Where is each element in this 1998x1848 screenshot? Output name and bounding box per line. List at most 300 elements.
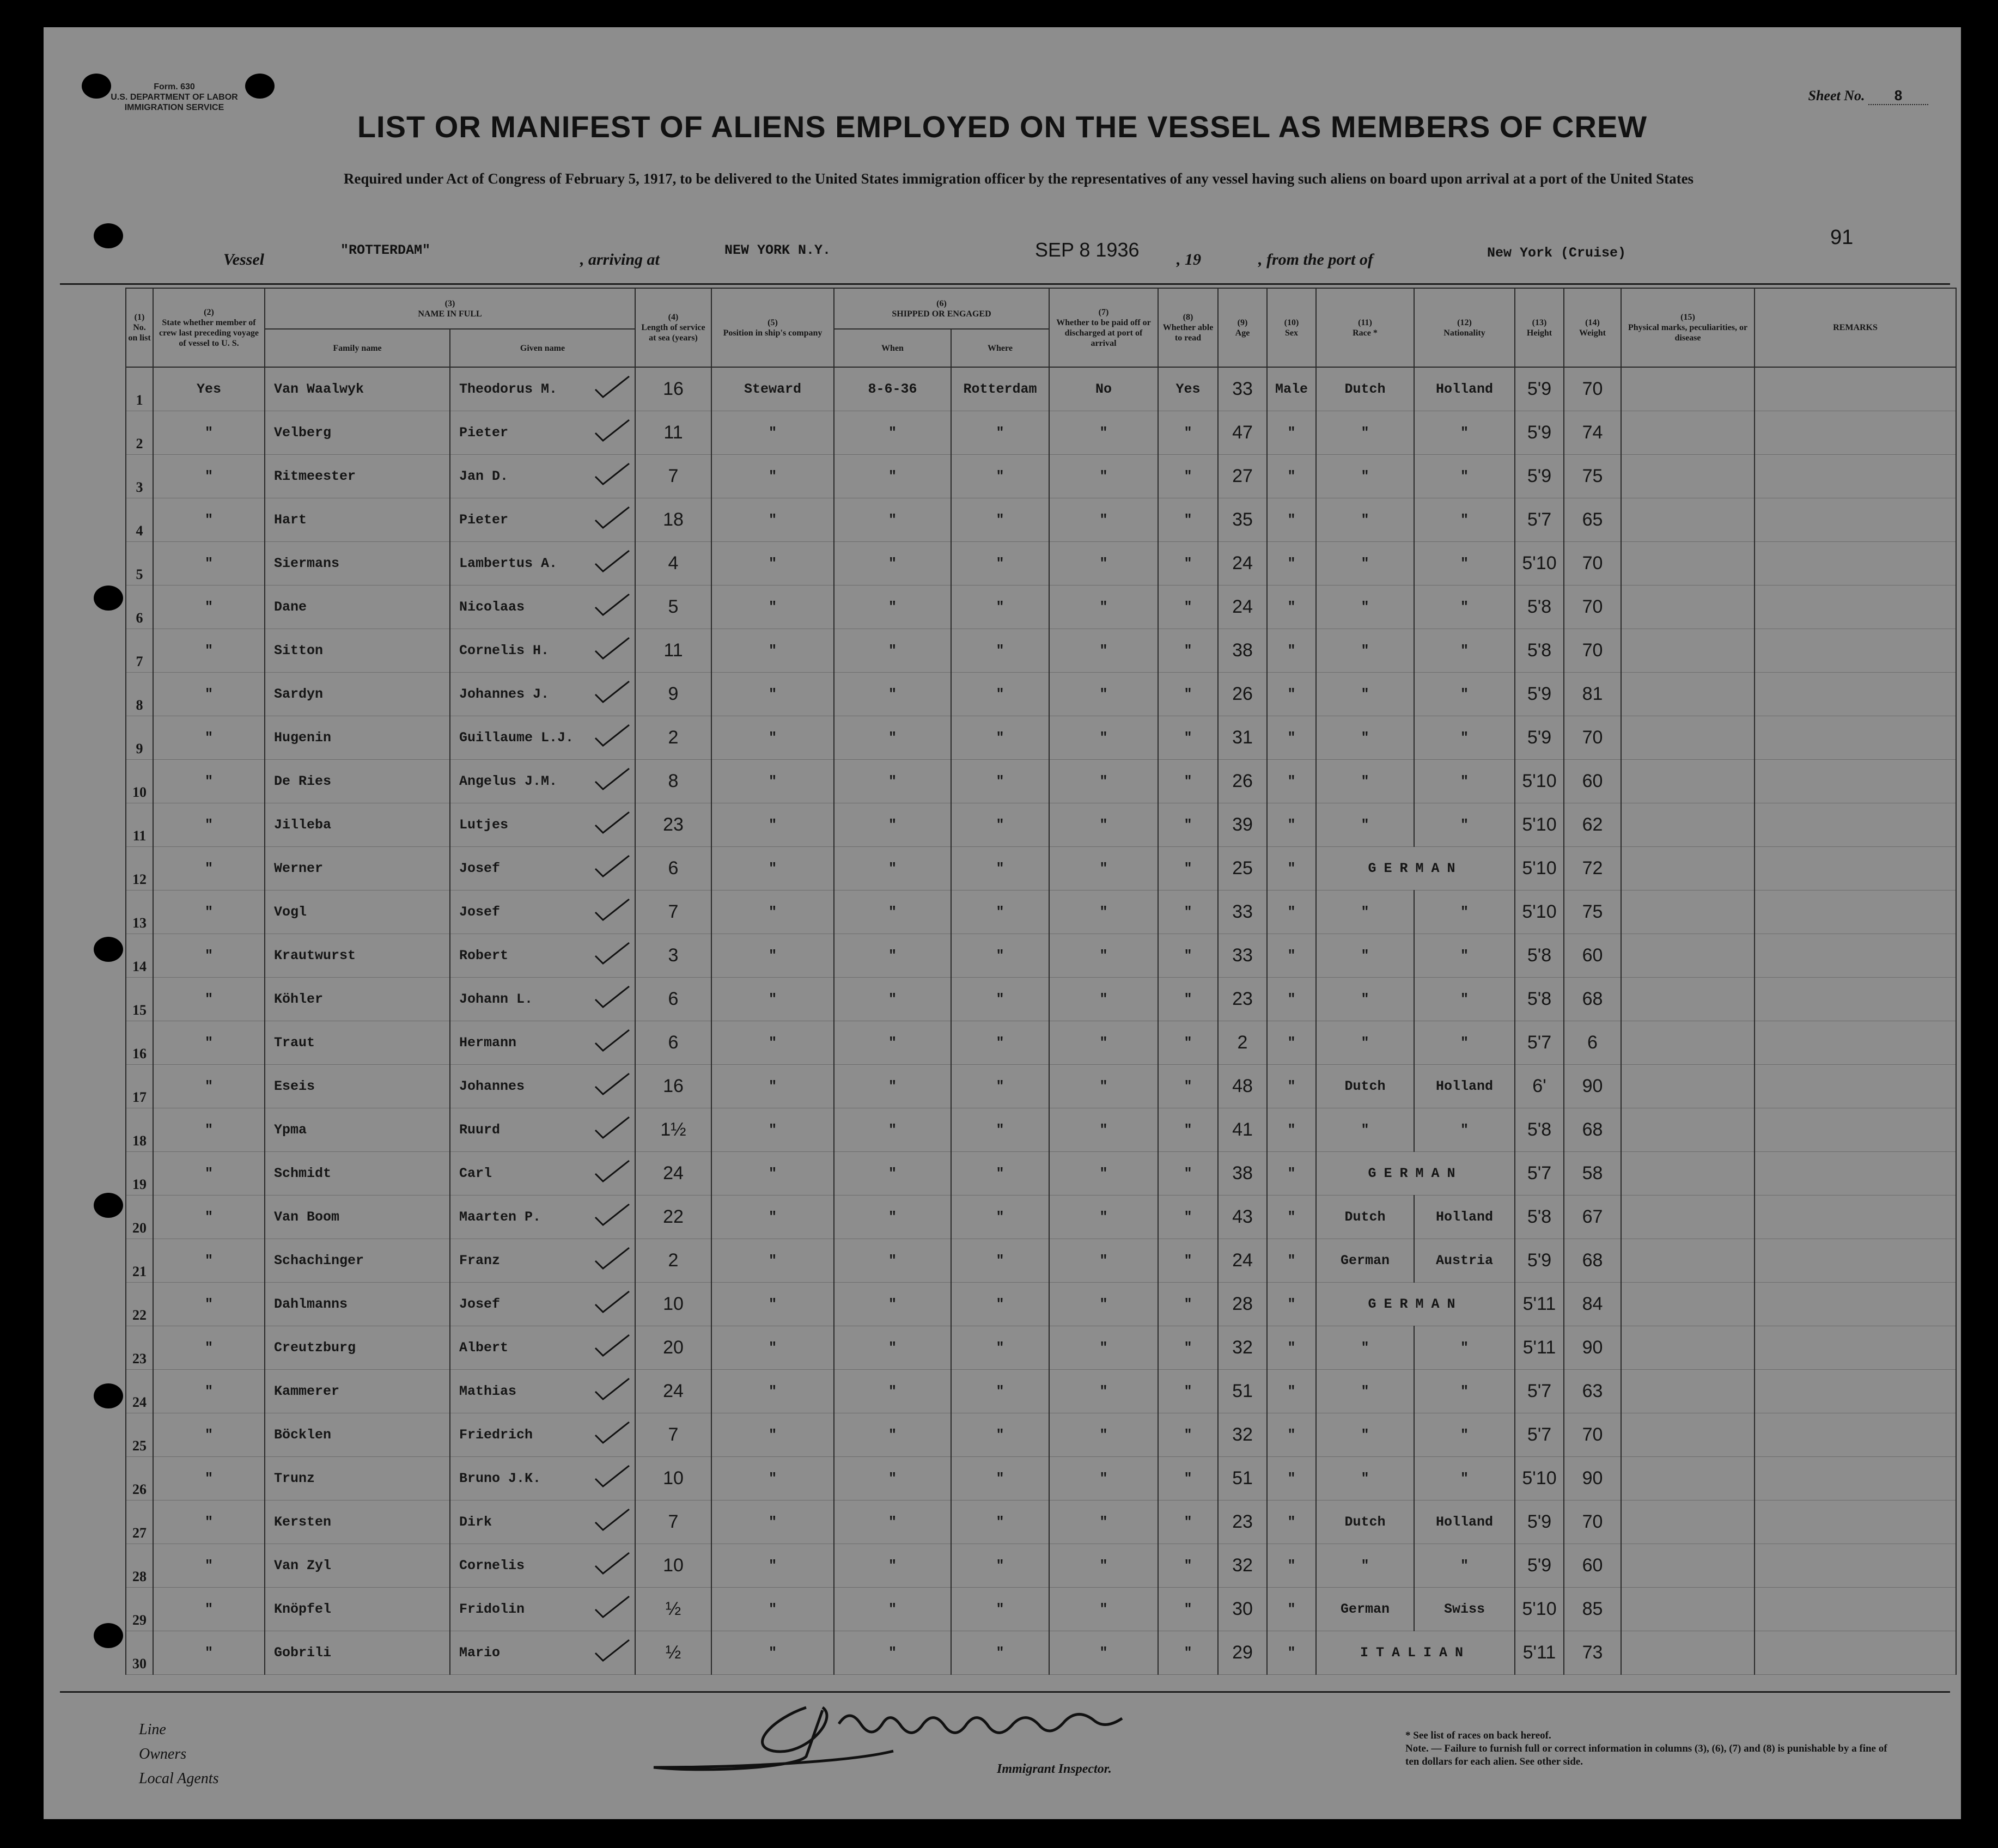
col-remarks: REMARKS <box>1755 288 1956 367</box>
nationality-cell: " <box>1414 585 1515 629</box>
paid-off-cell: " <box>1049 1326 1158 1370</box>
previous-voyage-cell: " <box>153 455 265 498</box>
col-given-name: Given name <box>450 329 635 367</box>
remarks-cell <box>1755 1065 1956 1108</box>
position-cell: " <box>711 455 834 498</box>
check-mark-icon <box>593 1332 631 1359</box>
service-years-cell: 22 <box>635 1196 711 1239</box>
previous-voyage-cell: " <box>153 1457 265 1501</box>
age-cell: 41 <box>1218 1108 1267 1152</box>
able-to-read-cell: " <box>1158 411 1218 455</box>
nationality-cell: " <box>1414 629 1515 673</box>
sex-cell: " <box>1267 1457 1316 1501</box>
age-cell: 2 <box>1218 1021 1267 1065</box>
weight-cell: 60 <box>1564 934 1621 978</box>
table-row <box>126 455 1956 498</box>
able-to-read-cell: " <box>1158 455 1218 498</box>
remarks-cell <box>1755 1239 1956 1283</box>
family-name-cell: Eseis <box>265 1065 450 1108</box>
able-to-read-cell: " <box>1158 1283 1218 1326</box>
remarks-cell <box>1755 1588 1956 1631</box>
check-mark-icon <box>593 1637 631 1664</box>
able-to-read-cell: " <box>1158 1021 1218 1065</box>
shipped-where-cell: " <box>951 1631 1049 1675</box>
given-name-cell: Theodorus M. <box>450 367 635 411</box>
paid-off-cell: " <box>1049 934 1158 978</box>
given-name-cell: Johannes J. <box>450 673 635 716</box>
nationality-cell: " <box>1414 1108 1515 1152</box>
remarks-cell <box>1755 411 1956 455</box>
local-agents-label: Local Agents <box>139 1770 219 1787</box>
shipped-when-cell: " <box>834 803 951 847</box>
race-cell: Dutch <box>1316 1501 1414 1544</box>
row-number-cell: 12 <box>126 847 153 891</box>
row-number-cell: 10 <box>126 760 153 803</box>
given-name-cell: Albert <box>450 1326 635 1370</box>
row-number-cell: 25 <box>126 1413 153 1457</box>
given-name-cell: Pieter <box>450 498 635 542</box>
weight-cell: 68 <box>1564 1239 1621 1283</box>
sex-cell: " <box>1267 585 1316 629</box>
service-years-cell: 1½ <box>635 1108 711 1152</box>
remarks-cell <box>1755 629 1956 673</box>
given-name-cell: Lutjes <box>450 803 635 847</box>
family-name-cell: Dane <box>265 585 450 629</box>
weight-cell: 67 <box>1564 1196 1621 1239</box>
given-name-cell: Johann L. <box>450 978 635 1021</box>
shipped-when-cell: " <box>834 1283 951 1326</box>
check-mark-icon <box>593 635 631 662</box>
shipped-when-cell: " <box>834 585 951 629</box>
row-number-cell: 5 <box>126 542 153 585</box>
able-to-read-cell: Yes <box>1158 367 1218 411</box>
punch-hole <box>94 1193 123 1218</box>
paid-off-cell: " <box>1049 1196 1158 1239</box>
year-label: , 19 <box>1177 251 1201 269</box>
service-years-cell: 7 <box>635 455 711 498</box>
paid-off-cell: " <box>1049 1544 1158 1588</box>
shipped-where-cell: " <box>951 716 1049 760</box>
form-service: IMMIGRATION SERVICE <box>124 103 224 112</box>
age-cell: 32 <box>1218 1544 1267 1588</box>
service-years-cell: 10 <box>635 1544 711 1588</box>
family-name-cell: Hugenin <box>265 716 450 760</box>
table-row <box>126 629 1956 673</box>
age-cell: 27 <box>1218 455 1267 498</box>
paid-off-cell: " <box>1049 1588 1158 1631</box>
height-cell: 5'7 <box>1515 1413 1564 1457</box>
paid-off-cell: " <box>1049 1370 1158 1413</box>
nationality-cell: " <box>1414 542 1515 585</box>
shipped-where-cell: " <box>951 760 1049 803</box>
row-number-cell: 22 <box>126 1283 153 1326</box>
table-row <box>126 760 1956 803</box>
race-cell: " <box>1316 1326 1414 1370</box>
check-mark-icon <box>593 1462 631 1490</box>
physical-marks-cell <box>1621 1457 1755 1501</box>
able-to-read-cell: " <box>1158 1239 1218 1283</box>
shipped-when-cell: " <box>834 934 951 978</box>
nationality-cell: " <box>1414 760 1515 803</box>
sex-cell: " <box>1267 1413 1316 1457</box>
race-cell: " <box>1316 455 1414 498</box>
shipped-when-cell: " <box>834 498 951 542</box>
paid-off-cell: " <box>1049 1631 1158 1675</box>
shipped-where-cell: " <box>951 1196 1049 1239</box>
weight-cell: 75 <box>1564 891 1621 934</box>
remarks-cell <box>1755 1457 1956 1501</box>
nationality-cell: " <box>1414 411 1515 455</box>
physical-marks-cell <box>1621 760 1755 803</box>
col-shipped-engaged: (6) SHIPPED OR ENGAGED <box>834 288 1049 329</box>
given-name-cell: Mathias <box>450 1370 635 1413</box>
physical-marks-cell <box>1621 1501 1755 1544</box>
previous-voyage-cell: " <box>153 847 265 891</box>
footnote <box>1405 1729 1896 1768</box>
remarks-cell <box>1755 585 1956 629</box>
remarks-cell <box>1755 1283 1956 1326</box>
race-note: * See list of races on back hereof. <box>1405 1730 1551 1741</box>
col-position: (5) Position in ship's company <box>711 288 834 367</box>
sheet-number-label: Sheet No. <box>1808 88 1865 103</box>
col-previous-voyage: (2) State whether member of crew last preceding voyage of vessel to U. S. <box>153 288 265 367</box>
race-cell: " <box>1316 585 1414 629</box>
race-cell: GERMAN <box>1316 1152 1515 1196</box>
age-cell: 33 <box>1218 934 1267 978</box>
physical-marks-cell <box>1621 1021 1755 1065</box>
check-mark-icon <box>593 1201 631 1228</box>
able-to-read-cell: " <box>1158 1413 1218 1457</box>
sex-cell: " <box>1267 1196 1316 1239</box>
table-row <box>126 978 1956 1021</box>
check-mark-icon <box>593 1506 631 1533</box>
family-name-cell: Dahlmanns <box>265 1283 450 1326</box>
position-cell: " <box>711 411 834 455</box>
col-length-of-service: (4) Length of service at sea (years) <box>635 288 711 367</box>
given-name-cell: Robert <box>450 934 635 978</box>
nationality-cell: Austria <box>1414 1239 1515 1283</box>
shipped-where-cell: Rotterdam <box>951 367 1049 411</box>
sex-cell: " <box>1267 1326 1316 1370</box>
family-name-cell: Ritmeester <box>265 455 450 498</box>
age-cell: 32 <box>1218 1326 1267 1370</box>
previous-voyage-cell: " <box>153 629 265 673</box>
weight-cell: 58 <box>1564 1152 1621 1196</box>
shipped-where-cell: " <box>951 629 1049 673</box>
able-to-read-cell: " <box>1158 629 1218 673</box>
sheet-number-value: 8 <box>1868 87 1928 105</box>
paid-off-cell: " <box>1049 1021 1158 1065</box>
service-years-cell: 11 <box>635 629 711 673</box>
age-cell: 25 <box>1218 847 1267 891</box>
service-years-cell: 6 <box>635 847 711 891</box>
nationality-cell: " <box>1414 978 1515 1021</box>
race-cell: " <box>1316 934 1414 978</box>
nationality-cell: " <box>1414 891 1515 934</box>
race-cell: ITALIAN <box>1316 1631 1515 1675</box>
row-number-cell: 20 <box>126 1196 153 1239</box>
previous-voyage-cell: " <box>153 1370 265 1413</box>
check-mark-icon <box>593 547 631 575</box>
paid-off-cell: " <box>1049 673 1158 716</box>
row-number-cell: 14 <box>126 934 153 978</box>
nationality-cell: " <box>1414 1326 1515 1370</box>
service-years-cell: 20 <box>635 1326 711 1370</box>
service-years-cell: 11 <box>635 411 711 455</box>
age-cell: 32 <box>1218 1413 1267 1457</box>
table-row <box>126 1631 1956 1675</box>
row-number-cell: 13 <box>126 891 153 934</box>
table-row <box>126 1108 1956 1152</box>
service-years-cell: 7 <box>635 1413 711 1457</box>
family-name-cell: Schmidt <box>265 1152 450 1196</box>
vessel-line <box>44 226 1961 278</box>
sex-cell: " <box>1267 455 1316 498</box>
physical-marks-cell <box>1621 803 1755 847</box>
physical-marks-cell <box>1621 585 1755 629</box>
given-name-cell: Jan D. <box>450 455 635 498</box>
position-cell: " <box>711 1544 834 1588</box>
from-port-label: , from the port of <box>1258 251 1373 269</box>
paid-off-cell: " <box>1049 585 1158 629</box>
race-cell: German <box>1316 1239 1414 1283</box>
race-cell: " <box>1316 411 1414 455</box>
shipped-when-cell: " <box>834 978 951 1021</box>
race-cell: " <box>1316 498 1414 542</box>
height-cell: 5'9 <box>1515 455 1564 498</box>
able-to-read-cell: " <box>1158 1501 1218 1544</box>
col-no: (1) No. on list <box>126 288 153 367</box>
weight-cell: 73 <box>1564 1631 1621 1675</box>
sex-cell: " <box>1267 1065 1316 1108</box>
table-row <box>126 367 1956 411</box>
col-name-in-full: (3) NAME IN FULL <box>265 288 635 329</box>
row-number-cell: 26 <box>126 1457 153 1501</box>
col-family-name: Family name <box>265 329 450 367</box>
shipped-where-cell: " <box>951 1544 1049 1588</box>
able-to-read-cell: " <box>1158 1370 1218 1413</box>
check-mark-icon <box>593 1070 631 1097</box>
weight-cell: 90 <box>1564 1065 1621 1108</box>
check-mark-icon <box>593 765 631 792</box>
col-nationality: (12) Nationality <box>1414 288 1515 367</box>
paid-off-cell: " <box>1049 1283 1158 1326</box>
position-cell: " <box>711 629 834 673</box>
shipped-where-cell: " <box>951 455 1049 498</box>
col-paid-off: (7) Whether to be paid off or discharged at port of arrival <box>1049 288 1158 367</box>
service-years-cell: 9 <box>635 673 711 716</box>
row-number-cell: 1 <box>126 367 153 411</box>
age-cell: 26 <box>1218 760 1267 803</box>
table-row <box>126 1501 1956 1544</box>
position-cell: " <box>711 1413 834 1457</box>
given-name-cell: Josef <box>450 891 635 934</box>
race-cell: " <box>1316 1108 1414 1152</box>
inspector-label: Immigrant Inspector. <box>997 1762 1112 1776</box>
remarks-cell <box>1755 1326 1956 1370</box>
able-to-read-cell: " <box>1158 891 1218 934</box>
col-able-to-read: (8) Whether able to read <box>1158 288 1218 367</box>
check-mark-icon <box>593 1419 631 1446</box>
col-physical-marks: (15) Physical marks, peculiarities, or disease <box>1621 288 1755 367</box>
nationality-cell: " <box>1414 498 1515 542</box>
height-cell: 5'10 <box>1515 1588 1564 1631</box>
physical-marks-cell <box>1621 1544 1755 1588</box>
paid-off-cell: " <box>1049 411 1158 455</box>
race-cell: " <box>1316 716 1414 760</box>
weight-cell: 90 <box>1564 1326 1621 1370</box>
page-subtitle: Required under Act of Congress of February 5, 1917, to be delivered to the United States immigration officer by the representatives of any vessel having such aliens on board upon arrival at a port of the United States <box>343 170 1694 187</box>
given-name-cell: Friedrich <box>450 1413 635 1457</box>
nationality-cell: " <box>1414 716 1515 760</box>
able-to-read-cell: " <box>1158 1065 1218 1108</box>
able-to-read-cell: " <box>1158 1588 1218 1631</box>
shipped-where-cell: " <box>951 542 1049 585</box>
position-cell: " <box>711 847 834 891</box>
shipped-where-cell: " <box>951 411 1049 455</box>
race-cell: " <box>1316 1457 1414 1501</box>
manifest-sheet <box>44 27 1961 1819</box>
shipped-when-cell: " <box>834 1326 951 1370</box>
col-age: (9) Age <box>1218 288 1267 367</box>
service-years-cell: 24 <box>635 1370 711 1413</box>
sex-cell: " <box>1267 498 1316 542</box>
given-name-cell: Johannes <box>450 1065 635 1108</box>
check-mark-icon <box>593 940 631 967</box>
nationality-cell: Swiss <box>1414 1588 1515 1631</box>
nationality-cell: " <box>1414 934 1515 978</box>
height-cell: 5'10 <box>1515 803 1564 847</box>
position-cell: " <box>711 1370 834 1413</box>
sex-cell: " <box>1267 1631 1316 1675</box>
position-cell: " <box>711 803 834 847</box>
col-shipped-where: Where <box>951 329 1049 367</box>
table-row <box>126 1152 1956 1196</box>
nationality-cell: Holland <box>1414 1065 1515 1108</box>
height-cell: 5'8 <box>1515 1196 1564 1239</box>
remarks-cell <box>1755 847 1956 891</box>
service-years-cell: ½ <box>635 1588 711 1631</box>
shipped-when-cell: " <box>834 1239 951 1283</box>
physical-marks-cell <box>1621 1370 1755 1413</box>
table-row <box>126 1065 1956 1108</box>
able-to-read-cell: " <box>1158 585 1218 629</box>
age-cell: 51 <box>1218 1370 1267 1413</box>
height-cell: 5'7 <box>1515 1021 1564 1065</box>
physical-marks-cell <box>1621 934 1755 978</box>
check-mark-icon <box>593 1157 631 1185</box>
shipped-when-cell: " <box>834 673 951 716</box>
row-number-cell: 9 <box>126 716 153 760</box>
remarks-cell <box>1755 367 1956 411</box>
given-name-cell: Guillaume L.J. <box>450 716 635 760</box>
sex-cell: " <box>1267 1021 1316 1065</box>
given-name-cell: Fridolin <box>450 1588 635 1631</box>
owners-label: Owners <box>139 1746 187 1762</box>
sex-cell: " <box>1267 1588 1316 1631</box>
check-mark-icon <box>593 983 631 1010</box>
service-years-cell: 8 <box>635 760 711 803</box>
nationality-cell: " <box>1414 455 1515 498</box>
position-cell: " <box>711 1588 834 1631</box>
previous-voyage-cell: " <box>153 1152 265 1196</box>
given-name-cell: Franz <box>450 1239 635 1283</box>
service-years-cell: 3 <box>635 934 711 978</box>
table-row <box>126 1588 1956 1631</box>
table-row <box>126 585 1956 629</box>
previous-voyage-cell: " <box>153 673 265 716</box>
service-years-cell: 10 <box>635 1457 711 1501</box>
age-cell: 35 <box>1218 498 1267 542</box>
service-years-cell: 23 <box>635 803 711 847</box>
shipped-when-cell: " <box>834 1588 951 1631</box>
shipped-when-cell: " <box>834 455 951 498</box>
table-row <box>126 673 1956 716</box>
physical-marks-cell <box>1621 455 1755 498</box>
weight-cell: 70 <box>1564 1413 1621 1457</box>
check-mark-icon <box>593 1288 631 1315</box>
weight-cell: 68 <box>1564 1108 1621 1152</box>
able-to-read-cell: " <box>1158 1544 1218 1588</box>
shipped-when-cell: " <box>834 1065 951 1108</box>
height-cell: 5'8 <box>1515 1108 1564 1152</box>
nationality-cell: " <box>1414 673 1515 716</box>
previous-voyage-cell: " <box>153 1413 265 1457</box>
table-row <box>126 1544 1956 1588</box>
shipped-where-cell: " <box>951 498 1049 542</box>
age-cell: 47 <box>1218 411 1267 455</box>
remarks-cell <box>1755 891 1956 934</box>
position-cell: " <box>711 1065 834 1108</box>
physical-marks-cell <box>1621 1588 1755 1631</box>
height-cell: 5'8 <box>1515 585 1564 629</box>
check-mark-icon <box>593 896 631 923</box>
punch-hole <box>94 1623 123 1648</box>
shipped-when-cell: " <box>834 1413 951 1457</box>
service-years-cell: 4 <box>635 542 711 585</box>
physical-marks-cell <box>1621 891 1755 934</box>
shipped-when-cell: " <box>834 847 951 891</box>
shipped-where-cell: " <box>951 1021 1049 1065</box>
previous-voyage-cell: " <box>153 1021 265 1065</box>
row-number-cell: 16 <box>126 1021 153 1065</box>
table-row <box>126 1413 1956 1457</box>
previous-voyage-cell: " <box>153 411 265 455</box>
shipped-when-cell: " <box>834 1370 951 1413</box>
penalty-note: Note. — Failure to furnish full or correct information in columns (3), (6), (7) and (8) is punishable by a fine of ten dollars for each alien. See other side. <box>1405 1743 1887 1767</box>
height-cell: 5'9 <box>1515 716 1564 760</box>
punch-hole <box>245 74 275 99</box>
race-cell: Dutch <box>1316 1196 1414 1239</box>
race-cell: German <box>1316 1588 1414 1631</box>
physical-marks-cell <box>1621 1152 1755 1196</box>
shipped-when-cell: " <box>834 1021 951 1065</box>
height-cell: 5'9 <box>1515 1239 1564 1283</box>
table-row <box>126 411 1956 455</box>
race-cell: " <box>1316 760 1414 803</box>
height-cell: 5'10 <box>1515 760 1564 803</box>
family-name-cell: Knöpfel <box>265 1588 450 1631</box>
able-to-read-cell: " <box>1158 847 1218 891</box>
race-cell: " <box>1316 1413 1414 1457</box>
physical-marks-cell <box>1621 716 1755 760</box>
paid-off-cell: " <box>1049 803 1158 847</box>
row-number-cell: 28 <box>126 1544 153 1588</box>
service-years-cell: 7 <box>635 1501 711 1544</box>
remarks-cell <box>1755 673 1956 716</box>
sex-cell: " <box>1267 891 1316 934</box>
table-row <box>126 934 1956 978</box>
